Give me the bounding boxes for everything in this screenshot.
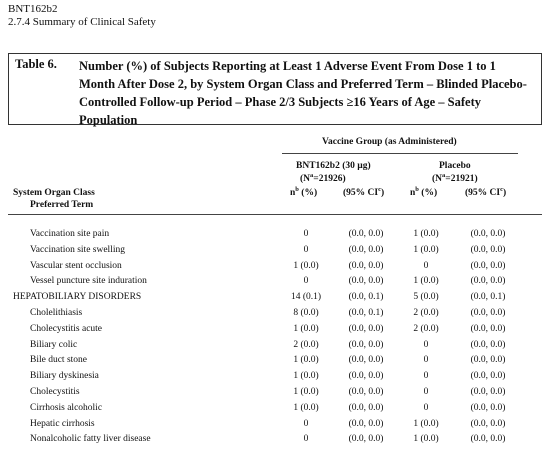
vaccine-n-cell: 1 (0.0): [293, 260, 319, 271]
vaccine-ci-cell: (0.0, 0.0): [348, 434, 384, 445]
preferred-term-label: Cholecystitis acute: [30, 323, 103, 334]
placebo-ci-cell: (0.0, 0.0): [470, 418, 506, 429]
vaccine-ci-cell: (0.0, 0.1): [348, 308, 384, 318]
table-row: [0, 308, 548, 323]
placebo-n-cell: 0: [423, 260, 429, 271]
placebo-ci-cell: (0.0, 0.0): [470, 402, 506, 413]
placebo-n-cell: 0: [423, 339, 429, 350]
placebo-ci-cell: (0.0, 0.1): [470, 292, 506, 303]
table-title-box: [8, 53, 542, 125]
placebo-n-header: $n^b$ (%): [410, 186, 438, 199]
vaccine-column-n: $(N^a=21926)$: [300, 172, 346, 185]
placebo-ci-cell: (0.0, 0.0): [470, 434, 506, 445]
vaccine-n-cell: 0: [303, 276, 309, 287]
vaccine-ci-cell: (0.0, 0.0): [348, 229, 384, 239]
vaccine-ci-cell: (0.0, 0.1): [348, 292, 384, 303]
preferred-term-label: Vaccination site pain: [30, 229, 110, 239]
placebo-n-cell: 1 (0.0): [413, 434, 439, 445]
table-number: Table 6.: [15, 57, 57, 71]
group-header: Vaccine Group (as Administered): [322, 137, 457, 147]
placebo-n-cell: 2 (0.0): [413, 308, 439, 318]
table-row: [0, 419, 548, 434]
row-header-pt: Preferred Term: [30, 200, 94, 210]
placebo-ci-cell: (0.0, 0.0): [470, 371, 506, 382]
system-organ-class-label: HEPATOBILIARY DISORDERS: [13, 292, 142, 303]
table-row: [0, 387, 548, 402]
vaccine-column-label: BNT162b2 (30 µg): [296, 161, 371, 171]
vaccine-n-cell: 0: [303, 434, 309, 445]
table-row: [0, 371, 548, 386]
vaccine-ci-cell: (0.0, 0.0): [348, 371, 384, 382]
table-row: [0, 276, 548, 291]
vaccine-ci-cell: (0.0, 0.0): [348, 260, 384, 271]
vaccine-n-cell: 1 (0.0): [293, 371, 319, 382]
placebo-ci-cell: (0.0, 0.0): [470, 260, 506, 271]
vaccine-n-header: $n^b$ (%): [290, 186, 318, 199]
vaccine-ci-cell: (0.0, 0.0): [348, 244, 384, 255]
placebo-n-cell: 0: [423, 371, 429, 382]
vaccine-ci-cell: (0.0, 0.0): [348, 355, 384, 366]
placebo-n-cell: 0: [423, 355, 429, 366]
document-header: [8, 3, 156, 29]
preferred-term-label: Biliary dyskinesia: [30, 371, 99, 382]
placebo-ci-header: (95% $CI^c$): [465, 186, 507, 199]
table-row: [0, 434, 548, 449]
placebo-ci-cell: (0.0, 0.0): [470, 244, 506, 255]
table-row: [0, 229, 548, 244]
placebo-n-cell: 5 (0.0): [413, 292, 439, 303]
vaccine-ci-cell: (0.0, 0.0): [348, 418, 384, 429]
placebo-ci-cell: (0.0, 0.0): [470, 355, 506, 366]
vaccine-n-cell: 14 (0.1): [290, 292, 322, 303]
preferred-term-label: Cirrhosis alcoholic: [30, 402, 103, 413]
vaccine-n-cell: 1 (0.0): [293, 387, 319, 397]
vaccine-n-cell: 8 (0.0): [293, 308, 319, 318]
preferred-term-label: Bile duct stone: [30, 355, 87, 366]
placebo-ci-cell: (0.0, 0.0): [470, 387, 506, 397]
vaccine-ci-cell: (0.0, 0.0): [348, 323, 384, 334]
placebo-ci-cell: (0.0, 0.0): [470, 229, 506, 239]
preferred-term-label: Vessel puncture site induration: [30, 276, 147, 287]
table-row: [0, 245, 548, 260]
placebo-ci-cell: (0.0, 0.0): [470, 339, 506, 350]
placebo-n-cell: 1 (0.0): [413, 276, 439, 287]
preferred-term-label: Nonalcoholic fatty liver disease: [30, 434, 151, 445]
vaccine-n-cell: 1 (0.0): [293, 402, 319, 413]
header-bottom-rule: [8, 214, 542, 215]
vaccine-n-cell: 1 (0.0): [293, 323, 319, 334]
preferred-term-label: Cholecystitis: [30, 387, 80, 397]
vaccine-ci-header: (95% $CI^c$): [343, 186, 385, 199]
table-row: [0, 324, 548, 339]
placebo-n-cell: 1 (0.0): [413, 418, 439, 429]
placebo-n-cell: 0: [423, 387, 429, 397]
vaccine-ci-cell: (0.0, 0.0): [348, 402, 384, 413]
placebo-n-cell: 1 (0.0): [413, 244, 439, 255]
table-row: [0, 403, 548, 418]
vaccine-n-cell: 1 (0.0): [293, 355, 319, 366]
placebo-n-cell: 0: [423, 402, 429, 413]
preferred-term-label: Hepatic cirrhosis: [30, 418, 95, 429]
table-row: [0, 261, 548, 276]
preferred-term-label: Vaccination site swelling: [30, 244, 125, 255]
placebo-ci-cell: (0.0, 0.0): [470, 276, 506, 287]
group-header-rule: [282, 153, 518, 154]
table-title: Number (%) of Subjects Reporting at Least 1 Adverse Event From Dose 1 to 1 Month After Dose 2, by System Organ Class and Preferred Term – Blinded Placebo-Controlled Follow-up Period – Phase 2/3 Subjects ≥16 Years of Age – Safety Population: [79, 59, 527, 127]
table-row: [0, 292, 548, 307]
placebo-n-cell: 2 (0.0): [413, 323, 439, 334]
vaccine-n-cell: 0: [303, 244, 309, 255]
preferred-term-label: Vascular stent occlusion: [30, 260, 122, 271]
vaccine-n-cell: 0: [303, 229, 309, 239]
placebo-column-label: Placebo: [439, 161, 471, 171]
preferred-term-label: Cholelithiasis: [30, 308, 83, 318]
vaccine-ci-cell: (0.0, 0.0): [348, 276, 384, 287]
product-name: BNT162b2: [8, 3, 58, 15]
vaccine-ci-cell: (0.0, 0.0): [348, 387, 384, 397]
vaccine-ci-cell: (0.0, 0.0): [348, 339, 384, 350]
table-row: [0, 340, 548, 355]
row-header-soc: System Organ Class: [13, 188, 95, 198]
placebo-column-n: $(N^a=21921)$: [432, 172, 478, 185]
section-title: 2.7.4 Summary of Clinical Safety: [8, 16, 156, 28]
placebo-n-cell: 1 (0.0): [413, 229, 439, 239]
vaccine-n-cell: 0: [303, 418, 309, 429]
placebo-ci-cell: (0.0, 0.0): [470, 323, 506, 334]
preferred-term-label: Biliary colic: [30, 339, 78, 350]
placebo-ci-cell: (0.0, 0.0): [470, 308, 506, 318]
table-row: [0, 355, 548, 370]
vaccine-n-cell: 2 (0.0): [293, 339, 319, 350]
